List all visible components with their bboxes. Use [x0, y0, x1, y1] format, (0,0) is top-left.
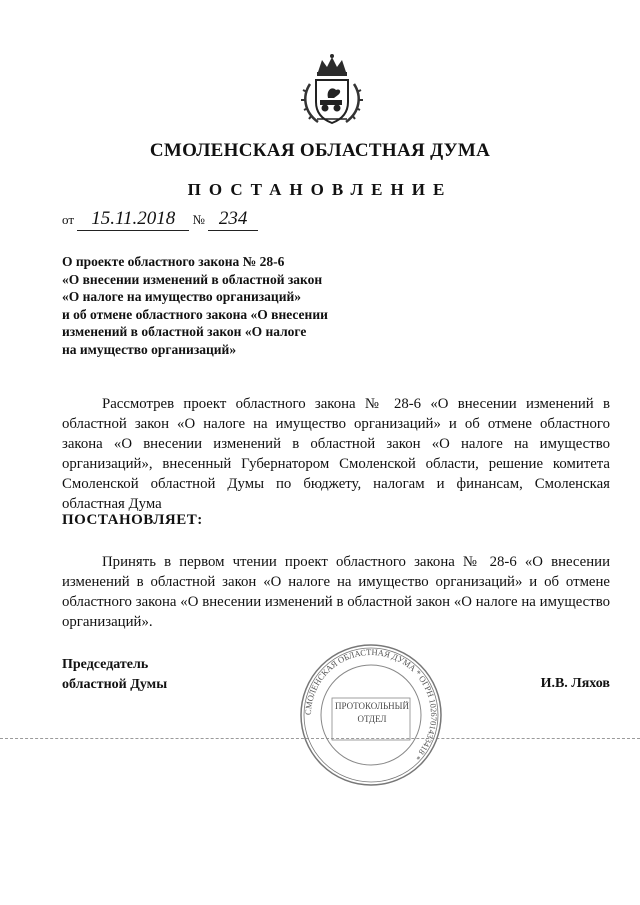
organization-name: СМОЛЕНСКАЯ ОБЛАСТНАЯ ДУМА [149, 140, 491, 161]
document-date: 15.11.2018 [77, 209, 189, 231]
signatory-title: Председатель областной Думы [62, 657, 168, 692]
body-paragraph-considered: Рассмотрев проект областного закона № 28-6 «О внесении изменений в областной закон «О налоге на имущество организаций» и об отмене областного закона «О внесении изменений в областной закон «О налоге на имущество организаций», внесенный Губернатором Смоленской области, решение комитета Смоленской областной Думы по бюджету, налогам и финансам, Смоленская областная Дума [62, 396, 610, 512]
subject-line: «О внесении изменений в областной закон [62, 271, 323, 287]
subject-line: О проекте областного закона № 28-6 [62, 254, 285, 269]
document-subject [62, 253, 392, 359]
subject-line: «О налоге на имущество организаций» [62, 289, 301, 305]
seal-inner-text: ПРОТОКОЛЬНЫЙ ОТДЕЛ [335, 701, 409, 724]
signatory-name: И.В. Ляхов [540, 676, 610, 691]
document-dateline [62, 209, 258, 231]
resolves-heading: ПОСТАНОВЛЯЕТ: [62, 512, 203, 528]
smolensk-coat-of-arms-icon [298, 52, 366, 128]
subject-line: и об отмене областного закона «О внесении [62, 306, 328, 322]
subject-line: изменений в областной закон «О налоге [62, 324, 307, 340]
seal-outer-text: СМОЛЕНСКАЯ ОБЛАСТНАЯ ДУМА * ОГРН 1026701433418 * [302, 646, 440, 763]
document-type: ПОСТАНОВЛЕНИЕ [187, 180, 453, 199]
document-number: 234 [208, 209, 258, 231]
body-paragraph-resolution: Принять в первом чтении проект областного закона № 28-6 «О внесении изменений в областной закон «О налоге на имущество организаций» и об отмене областного закона «О внесении изменений в областной закон «О налоге на имущество организаций». [62, 554, 610, 630]
number-prefix: № [192, 212, 205, 227]
date-prefix: от [62, 212, 75, 227]
subject-line: на имущество организаций» [62, 341, 237, 357]
